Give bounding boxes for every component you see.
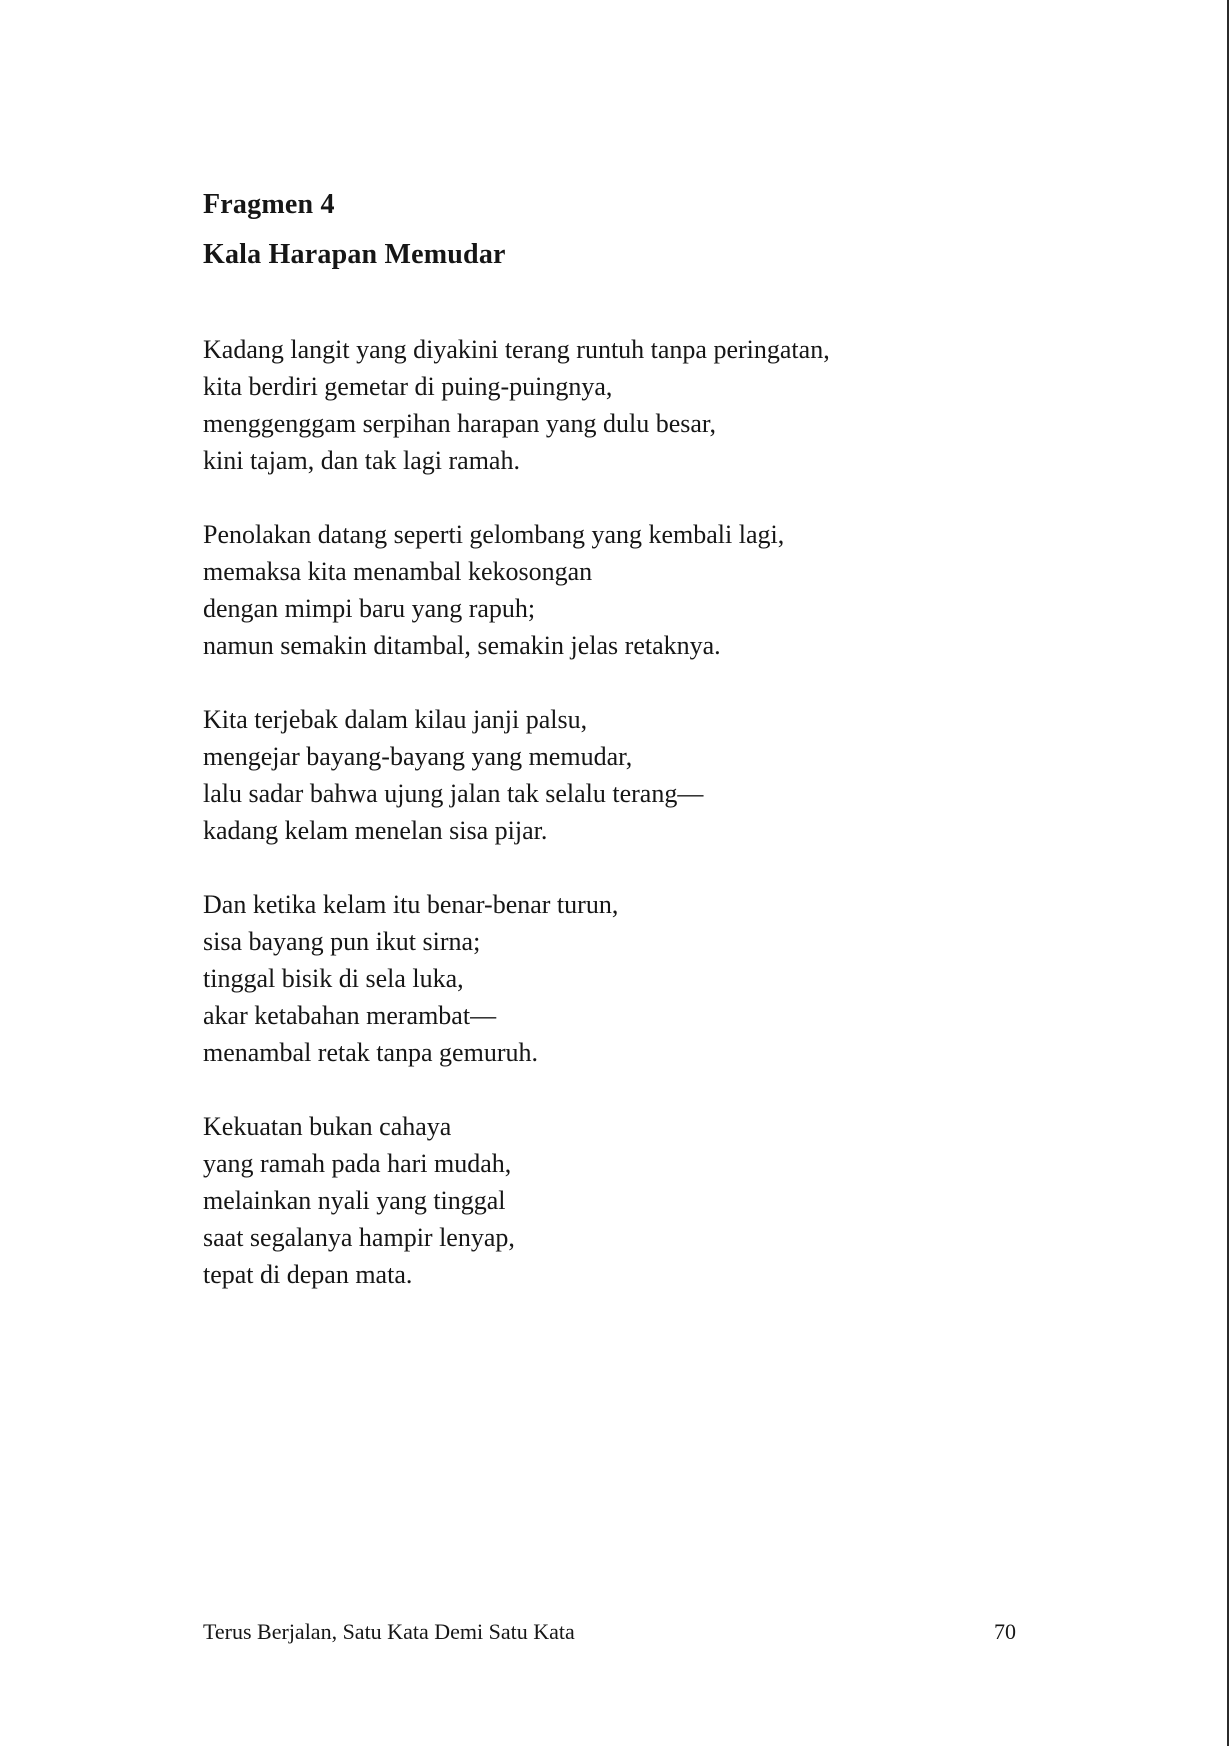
poem-line: mengejar bayang-bayang yang memudar, bbox=[203, 742, 633, 771]
stanza-3 bbox=[203, 701, 1018, 849]
poem-line: tinggal bisik di sela luka, bbox=[203, 964, 464, 993]
poem-line: akar ketabahan merambat— bbox=[203, 1001, 497, 1030]
poem-title: Kala Harapan Memudar bbox=[203, 239, 506, 270]
poem-line: Kekuatan bukan cahaya bbox=[203, 1112, 452, 1141]
poem-line: kini tajam, dan tak lagi ramah. bbox=[203, 446, 520, 475]
stanza-4 bbox=[203, 886, 1018, 1071]
poem-line: namun semakin ditambal, semakin jelas retaknya. bbox=[203, 631, 721, 660]
poem-line: Kadang langit yang diyakini terang runtuh tanpa peringatan, bbox=[203, 335, 830, 364]
page-footer bbox=[203, 1618, 1016, 1646]
poem-line: saat segalanya hampir lenyap, bbox=[203, 1223, 515, 1252]
fragment-label: Fragmen 4 bbox=[203, 189, 335, 220]
page-right-edge-line bbox=[1227, 0, 1229, 1746]
poem-line: melainkan nyali yang tinggal bbox=[203, 1186, 506, 1215]
poem-line: tepat di depan mata. bbox=[203, 1260, 413, 1289]
poem-body bbox=[203, 331, 1018, 1293]
poem-line: kita berdiri gemetar di puing-puingnya, bbox=[203, 372, 613, 401]
poem-line: dengan mimpi baru yang rapuh; bbox=[203, 594, 536, 623]
poem-line: memaksa kita menambal kekosongan bbox=[203, 557, 593, 586]
poem-line: Kita terjebak dalam kilau janji palsu, bbox=[203, 705, 588, 734]
poem-line: lalu sadar bahwa ujung jalan tak selalu terang— bbox=[203, 779, 704, 808]
stanza-5 bbox=[203, 1108, 1018, 1293]
poem-line: Dan ketika kelam itu benar-benar turun, bbox=[203, 890, 619, 919]
poem-line: sisa bayang pun ikut sirna; bbox=[203, 927, 481, 956]
poem-line: kadang kelam menelan sisa pijar. bbox=[203, 816, 548, 845]
footer-book-title: Terus Berjalan, Satu Kata Demi Satu Kata bbox=[203, 1619, 575, 1644]
poem-line: Penolakan datang seperti gelombang yang kembali lagi, bbox=[203, 520, 785, 549]
stanza-2 bbox=[203, 516, 1018, 664]
footer-page-number: 70 bbox=[994, 1619, 1016, 1644]
poem-content bbox=[203, 188, 1018, 1330]
poem-line: menambal retak tanpa gemuruh. bbox=[203, 1038, 538, 1067]
poem-line: menggenggam serpihan harapan yang dulu besar, bbox=[203, 409, 717, 438]
poem-line: yang ramah pada hari mudah, bbox=[203, 1149, 512, 1178]
stanza-1 bbox=[203, 331, 1018, 479]
